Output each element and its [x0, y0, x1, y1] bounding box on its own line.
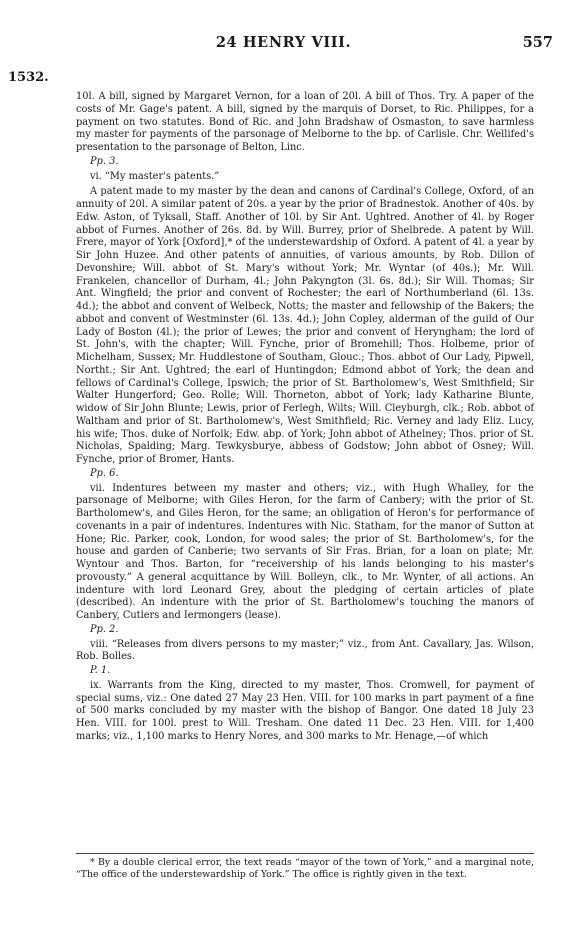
body-text — [76, 91, 534, 744]
footnote: * By a double clerical error, the text reads “mayor of the town of York,” and a marginal note, “The office of the understewardship of York.” The office is rightly given in the text. — [76, 857, 534, 880]
page-header — [0, 34, 567, 56]
page-count: P. 1. — [90, 665, 111, 676]
page-count: Pp. 2. — [90, 623, 119, 635]
paragraph-patents: A patent made to my master by the dean and canons of Cardinal's College, Oxford, of an annuity of 20l. A similar patent of 20s. a year by the prior of Bradnestok. Another of 40s. by Edw. Aston, of Tyksall, Staff. Another of 10l. by Sir Ant. Ughtred. Another of 4l. by Roger abbot of Furnes. Another of 26s. 8d. by Will. Burrey, prior of Shelbrede. A patent by Will. Frere, mayor of York [Oxford],* of the understewardship of Oxford. A patent of 4l. a year by Sir John Huzee. And other patents of annuities, of various amounts, by Rob. Dillon of Devonshire; Will. abbot of St. Mary's without York; Mr. Wyntar (of 40s.); Mr. Will. Frankelen, chancellor of Durham, 4l.; John Pakyngton (3l. 6s. 8d.); Sir Will. Thomas; Sir Ant. Wingfield; the prior and convent of Rochester; the earl of Northumberland (6l. 13s. 4d.); the abbot and convent of Welbeck, Notts; the master and fellowship of the Bakers; the abbot and convent of Westminster (6l. 13s. 4d.); John Copley, alderman of the guild of Our Lady of Boston (4l.); the prior of Lewes; the prior and convent of Heryngham; the lord of St. John's, with the chapter; Will. Fynche, prior of Bromehill; Thos. Holbeme, prior of Michelham, Sussex; Mr. Huddlestone of Southam, Glouc.; Thos. abbot of Our Lady, Pipwell, Northt.; Sir Ant. Ughtred; the earl of Huntingdon; Edmond abbot of York; the dean and fellows of Cardinal's College, Ipswich; the prior of St. Bartholomew's, West Smithfield; Sir Walter Hungerford; Geo. Rolle; Will. Thorneton, abbot of York; lady Katharine Blunte, widow of Sir John Blunte; Lewis, prior of Ferlegh, Wilts; Will. Cleyburgh, clk.; Rob. abbot of Waltham and prior of St. Bartholomew's, West Smithfield; Ric. Verney and lady Eliz. Lucy, his wife; Thos. duke of Norfolk; Edw. abp. of York; John abbot of Athelney; Thos. prior of St. Nicholas, Spalding; Marg. Tewkysburye, abbess of Godstow; John abbot of Osney; Will. Fynche, prior of Bromer, Hants. — [76, 186, 534, 465]
page-number: 557 — [522, 34, 553, 51]
margin-year: 1532. — [8, 70, 49, 85]
page-count: Pp. 6. — [90, 467, 119, 479]
footnote-divider — [76, 853, 534, 854]
paragraph-indentures: vii. Indentures between my master and others; viz., with Hugh Whalley, for the parsonage of Melborne; with Giles Heron, for the farm of Canbery; with the prior of St. Bartholomew's, and Giles Heron, for the same; an obligation of Heron's for performance of covenants in a pair of indentures. Indentures with Nic. Statham, for the manor of Sutton at Hone; Ric. Parker, cook, London, for wood sales; the prior of St. Bartholomew's, for the house and garden of Canberie; two servants of Sir Fras. Brian, for a loan on plate; Mr. Wyntour and Thos. Barton, for “receivership of his lands belonging to his master's provousty.” A general acquittance by Will. Bolleyn, clk., to Mr. Wynter, of all actions. An indenture with lord Leonard Grey, about the pledging of certain articles of plate (described). An indenture with the prior of St. Bartholomew's touching the manors of Canbery, Cutlers and Iermongers (lease). — [76, 482, 534, 621]
paragraph-releases: viii. “Releases from divers persons to my master;” viz., from Ant. Cavallary, Jas. Wilson, Rob. Bolles. — [76, 638, 534, 663]
paragraph-bills: 10l. A bill, signed by Margaret Vernon, for a loan of 20l. A bill of Thos. Try. A paper of the costs of Mr. Gage's patent. A bill, signed by the marquis of Dorset, to Ric. Philippes, for a payment on two statutes. Bond of Ric. and John Bradshaw of Osmaston, to save harmless my master for payments of the parsonage of Melborne to the bp. of Carlisle. Chr. Wellifed's presentation to the parsonage of Belton, Linc. — [76, 91, 534, 153]
page-count: Pp. 3. — [90, 155, 119, 167]
section-heading-patents: vi. “My master's patents.” — [90, 170, 220, 182]
paragraph-warrants: ix. Warrants from the King, directed to my master, Thos. Cromwell, for payment of special sums, viz.: One dated 27 May 23 Hen. VIII. for 100 marks in part payment of a fine of 500 marks concluded by my master with the bishop of Bangor. One dated 18 July 23 Hen. VIII. for 100l. prest to Will. Tresham. One dated 11 Dec. 23 Hen. VIII. for 1,400 marks; viz., 1,100 marks to Henry Nores, and 300 marks to Mr. Henage,—of which — [76, 679, 534, 742]
running-head: 24 HENRY VIII. — [215, 34, 352, 51]
